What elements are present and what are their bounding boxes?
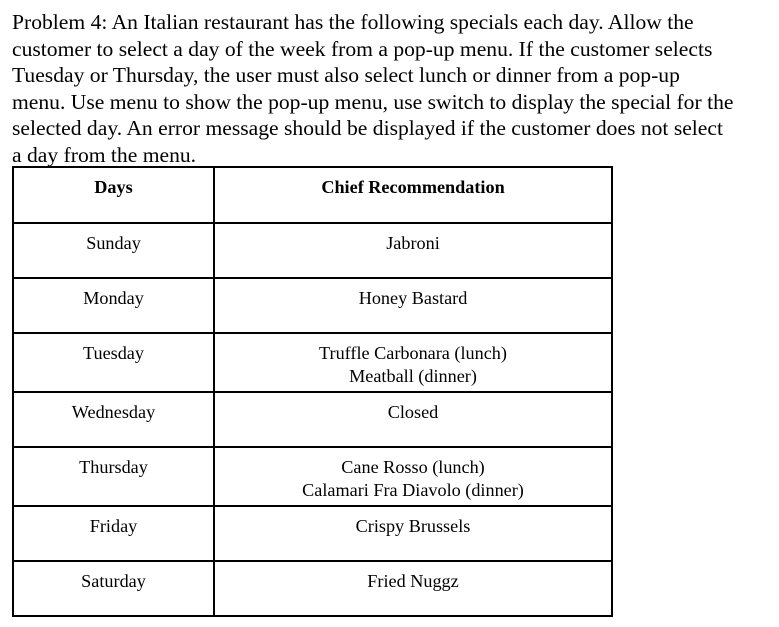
table-header-row — [13, 167, 612, 223]
problem-line: selected day. An error message should be displayed if the customer does not select — [12, 116, 723, 141]
table-row — [13, 223, 612, 278]
problem-line: a day from the menu. — [12, 142, 197, 167]
table-row — [13, 561, 612, 616]
special-dinner: Meatball (dinner) — [349, 366, 477, 386]
problem-line: Problem 4: An Italian restaurant has the following specials each day. Allow the — [12, 10, 694, 34]
problem-statement — [12, 9, 777, 169]
day-cell: Sunday — [13, 223, 214, 278]
special-cell — [214, 447, 612, 506]
day-cell: Saturday — [13, 561, 214, 616]
special-cell: Jabroni — [214, 223, 612, 278]
problem-line: customer to select a day of the week from a pop-up menu. If the customer selects — [12, 36, 713, 61]
table-row — [13, 447, 612, 506]
problem-line: menu. Use menu to show the pop-up menu, use switch to display the special for the — [12, 89, 734, 114]
special-cell: Fried Nuggz — [214, 561, 612, 616]
special-lunch: Cane Rosso (lunch) — [341, 457, 485, 477]
special-dinner: Calamari Fra Diavolo (dinner) — [302, 480, 524, 500]
special-cell: Honey Bastard — [214, 278, 612, 333]
table-row — [13, 333, 612, 392]
day-cell: Friday — [13, 506, 214, 561]
special-cell: Crispy Brussels — [214, 506, 612, 561]
special-cell — [214, 333, 612, 392]
day-cell: Wednesday — [13, 392, 214, 447]
table-row — [13, 392, 612, 447]
specials-table — [12, 166, 613, 617]
recommendation-header: Chief Recommendation — [214, 167, 612, 223]
table-row — [13, 278, 612, 333]
table-row — [13, 506, 612, 561]
day-cell: Monday — [13, 278, 214, 333]
day-cell: Tuesday — [13, 333, 214, 392]
special-cell: Closed — [214, 392, 612, 447]
special-lunch: Truffle Carbonara (lunch) — [319, 343, 507, 363]
problem-line: Tuesday or Thursday, the user must also select lunch or dinner from a pop-up — [12, 63, 680, 88]
days-header: Days — [13, 167, 214, 223]
day-cell: Thursday — [13, 447, 214, 506]
